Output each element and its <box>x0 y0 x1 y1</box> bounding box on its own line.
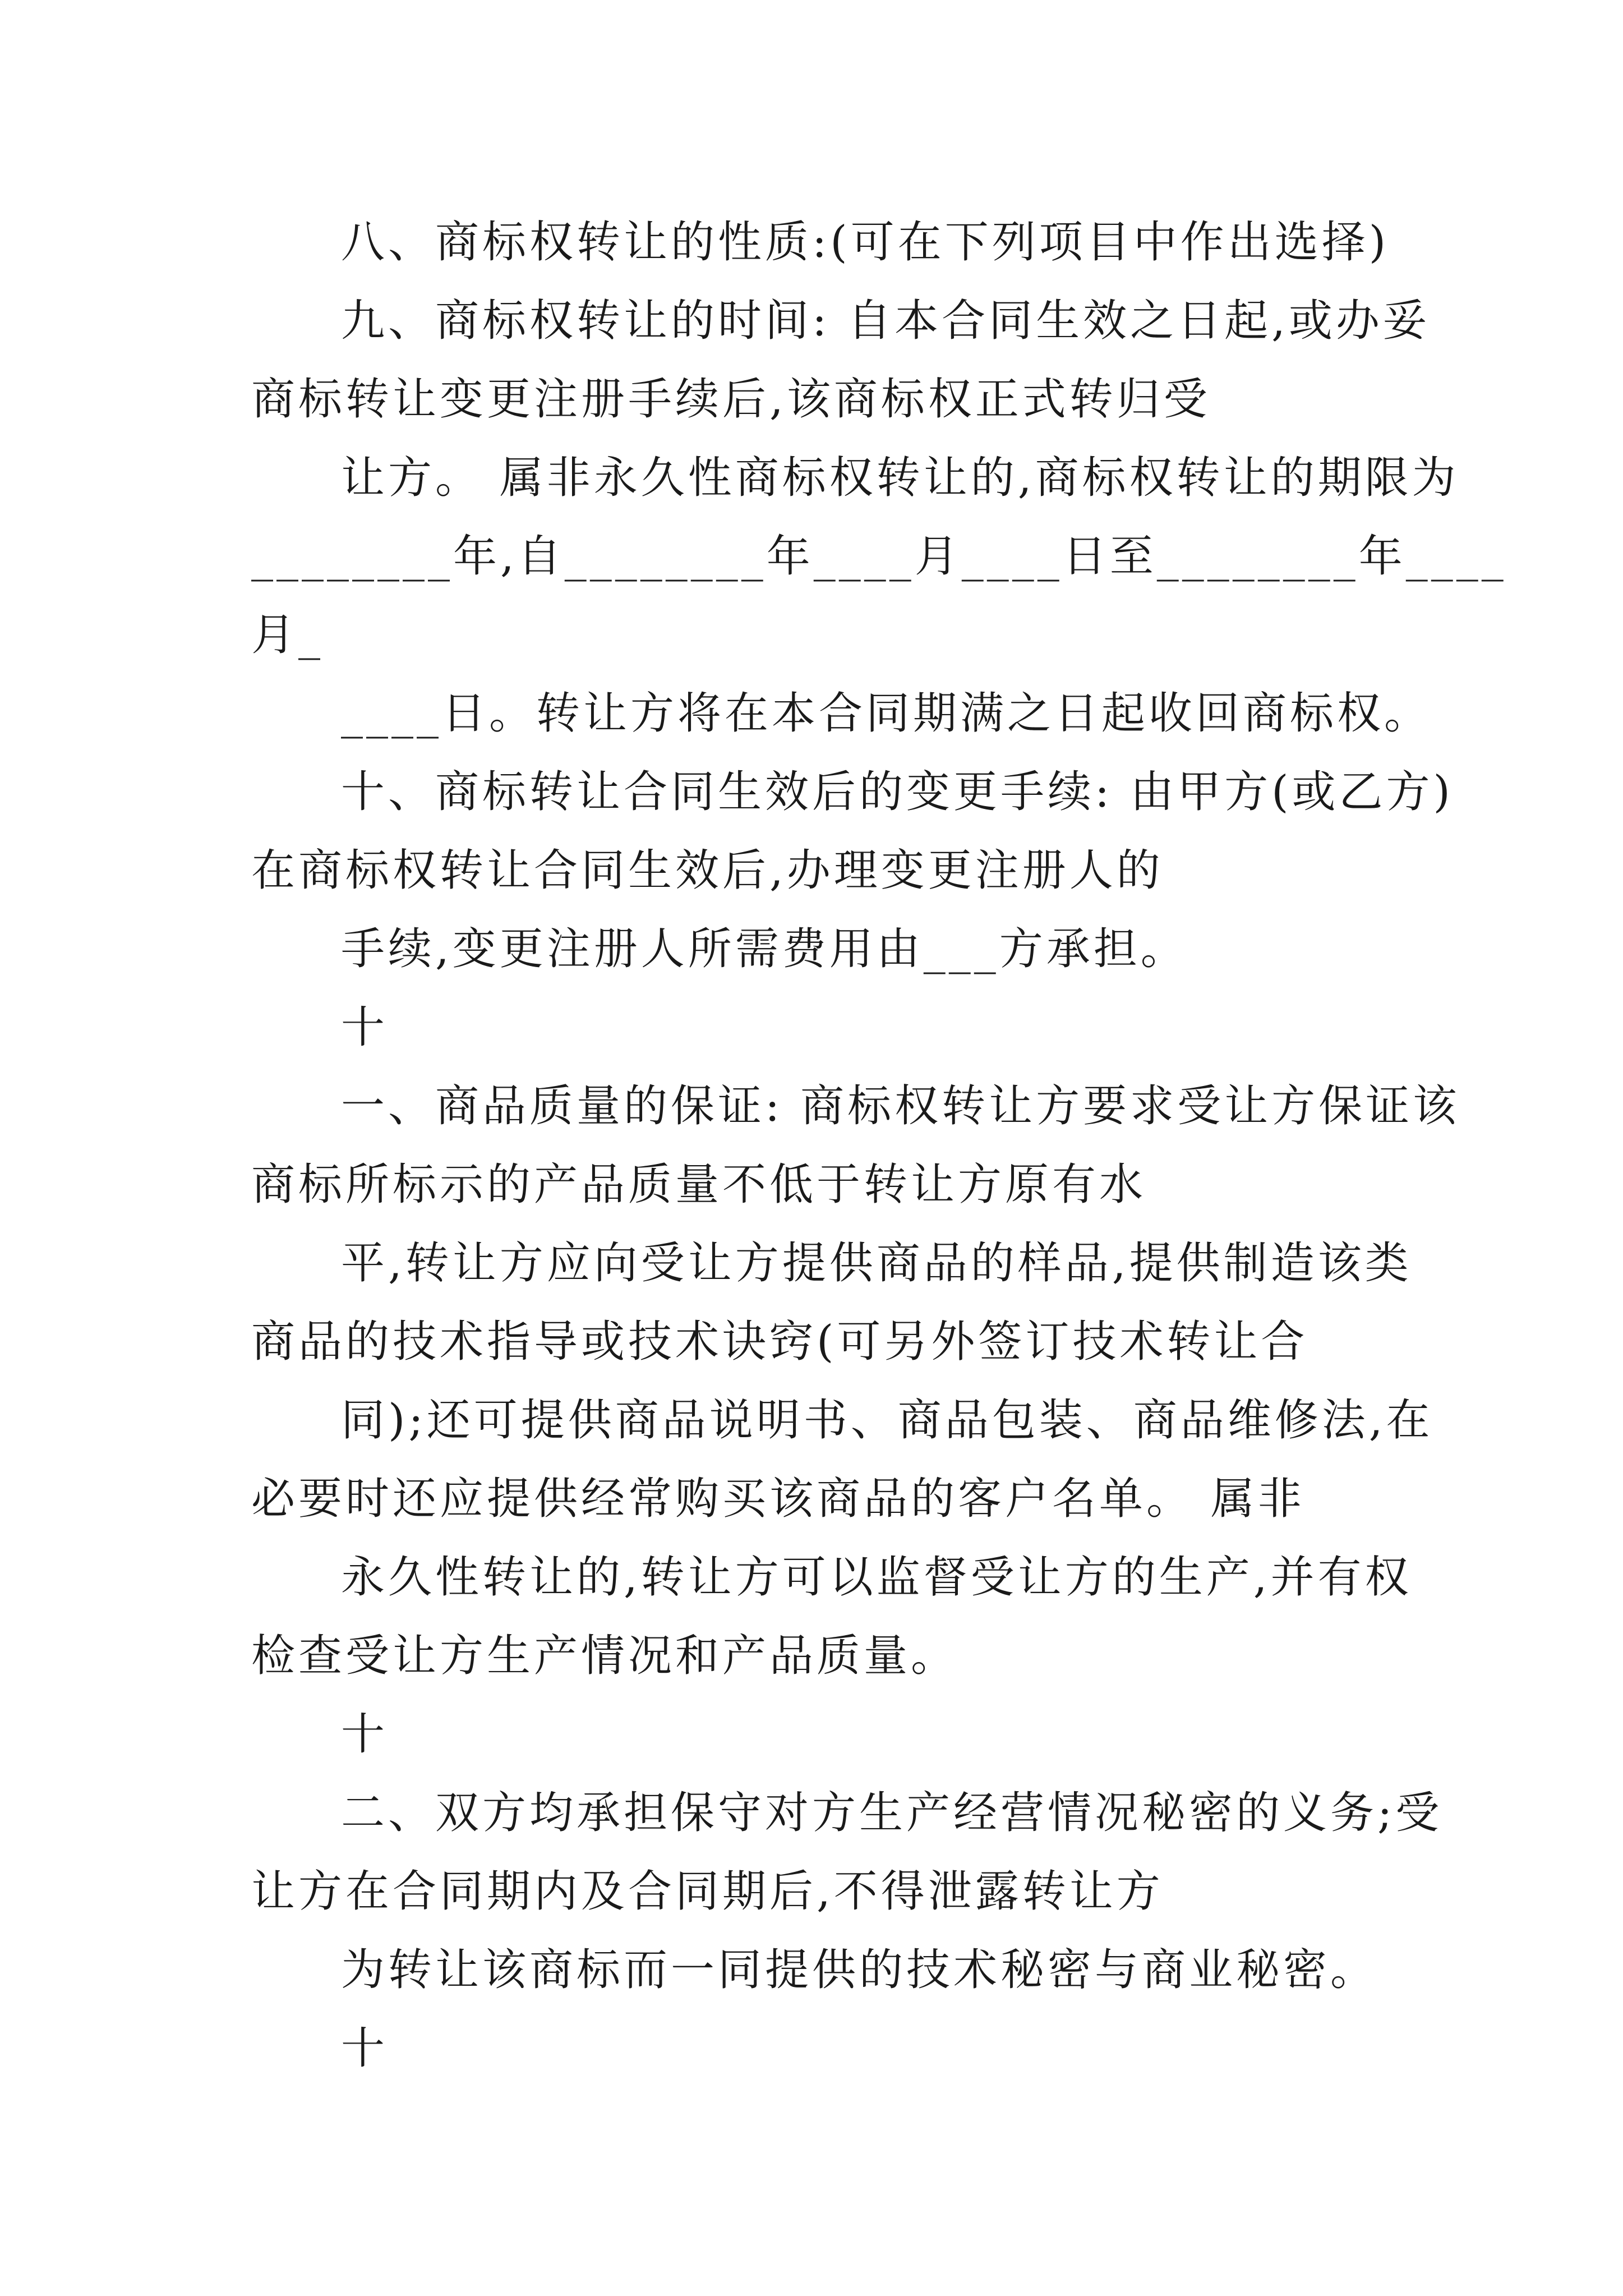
text-line: 手续,变更注册人所需费用由___方承担。 <box>341 924 1188 974</box>
text-line: 同);还可提供商品说明书、商品包装、商品维修法,在 <box>341 1395 1433 1446</box>
text-line: 检查受让方生产情况和产品质量。 <box>251 1631 958 1681</box>
text-line: 十 <box>341 2023 389 2074</box>
text-line: 让方。 属非永久性商标权转让的,商标权转让的期限为 <box>341 453 1459 503</box>
text-line: 商标转让变更注册手续后,该商标权正式转归受 <box>251 374 1211 425</box>
text-line: 为转让该商标而一同提供的技术秘密与商业秘密。 <box>341 1945 1378 1995</box>
text-line: 二、双方均承担保守对方生产经营情况秘密的义务;受 <box>341 1788 1443 1838</box>
text-line: ____日。转让方将在本合同期满之日起收回商标权。 <box>341 688 1432 739</box>
text-line: 永久性转让的,转让方可以监督受让方的生产,并有权 <box>341 1552 1412 1603</box>
text-line: 在商标权转让合同生效后,办理变更注册人的 <box>251 845 1164 896</box>
text-line: 平,转让方应向受让方提供商品的样品,提供制造该类 <box>341 1238 1412 1289</box>
text-line: 八、商标权转让的性质:(可在下列项目中作出选择) <box>341 217 1390 268</box>
text-line: 必要时还应提供经常购买该商品的客户名单。 属非 <box>251 1474 1305 1524</box>
text-line: 十 <box>341 1709 389 1760</box>
text-line: 一、商品质量的保证: 商标权转让方要求受让方保证该 <box>341 1081 1460 1131</box>
text-line: 十、商标转让合同生效后的变更手续: 由甲方(或乙方) <box>341 767 1454 817</box>
text-line: ________年,自________年____月____日至________年____ <box>251 531 1507 582</box>
text-line: 九、商标权转让的时间: 自本合同生效之日起,或办妥 <box>341 296 1430 346</box>
text-line: 十 <box>341 1002 389 1053</box>
text-line: 商标所标示的产品质量不低于转让方原有水 <box>251 1159 1147 1210</box>
text-line: 让方在合同期内及合同期后,不得泄露转让方 <box>251 1866 1164 1917</box>
text-line: 月_ <box>251 610 324 660</box>
text-line: 商品的技术指导或技术诀窍(可另外签订技术转让合 <box>251 1317 1308 1367</box>
